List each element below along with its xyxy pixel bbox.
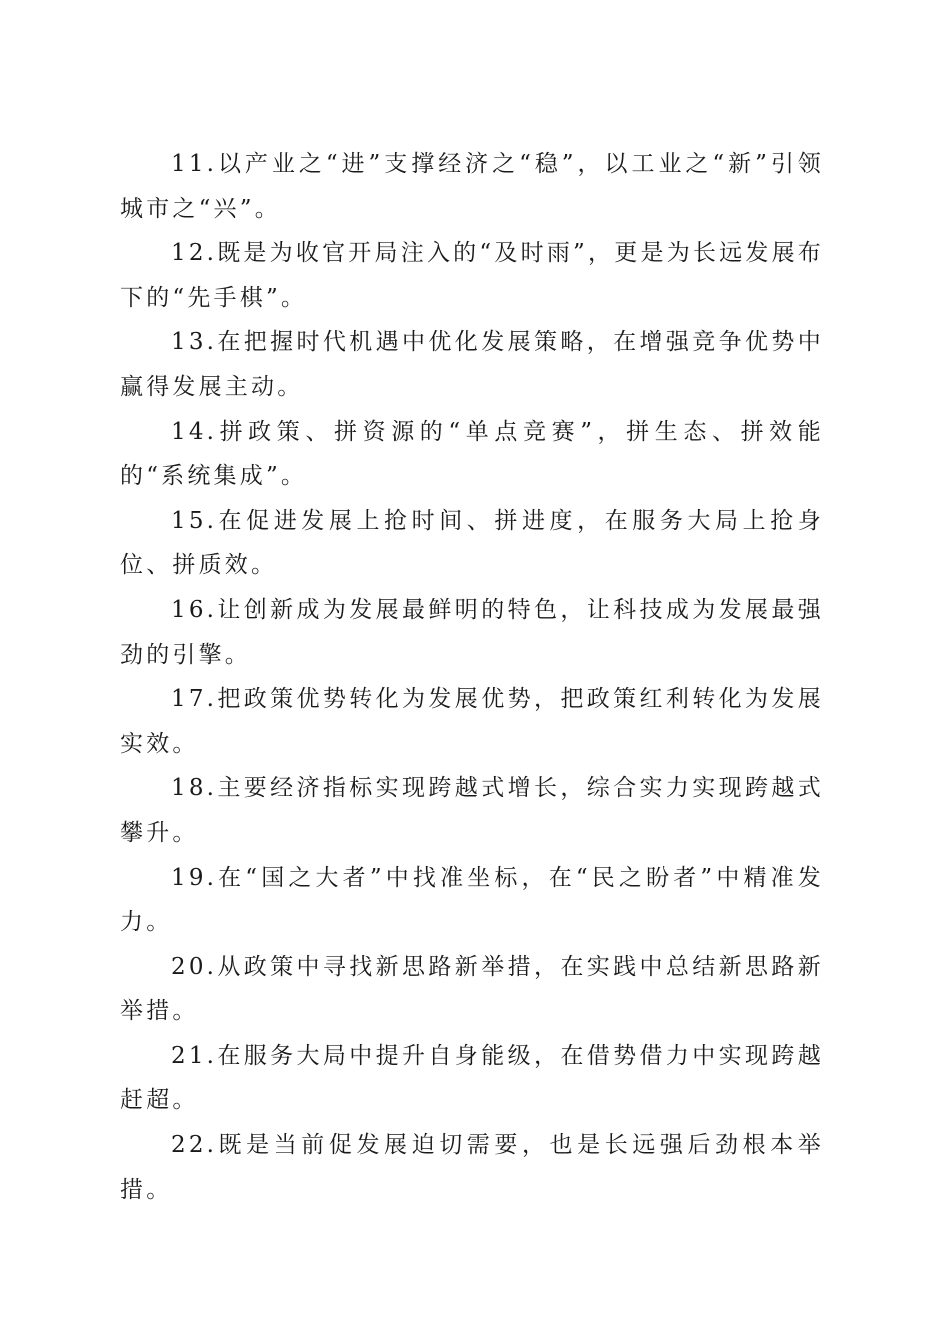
document-body — [120, 142, 824, 1212]
list-item-22: 22.既是当前促发展迫切需要，也是长远强后劲根本举措。 — [120, 1132, 824, 1203]
list-item-17: 17.把政策优势转化为发展优势，把政策红利转化为发展实效。 — [120, 686, 824, 757]
list-item-21: 21.在服务大局中提升自身能级，在借势借力中实现跨越赶超。 — [120, 1042, 824, 1114]
list-item-19: 19.在“国之大者”中找准坐标，在“民之盼者”中精准发力。 — [120, 864, 824, 936]
list-item-16: 16.让创新成为发展最鲜明的特色，让科技成为发展最强劲的引擎。 — [120, 596, 824, 668]
list-item-11: 11.以产业之“进”支撑经济之“稳”，以工业之“新”引领城市之“兴”。 — [120, 151, 824, 222]
list-item-14: 14.拼政策、拼资源的“单点竞赛”，拼生态、拼效能的“系统集成”。 — [120, 418, 824, 490]
list-item-18: 18.主要经济指标实现跨越式增长，综合实力实现跨越式攀升。 — [120, 775, 824, 846]
list-item-20: 20.从政策中寻找新思路新举措，在实践中总结新思路新举措。 — [120, 953, 824, 1025]
list-item-15: 15.在促进发展上抢时间、拼进度，在服务大局上抢身位、拼质效。 — [120, 507, 824, 579]
list-item-13: 13.在把握时代机遇中优化发展策略，在增强竞争优势中赢得发展主动。 — [120, 329, 824, 400]
list-item-12: 12.既是为收官开局注入的“及时雨”，更是为长远发展布下的“先手棋”。 — [120, 240, 824, 311]
